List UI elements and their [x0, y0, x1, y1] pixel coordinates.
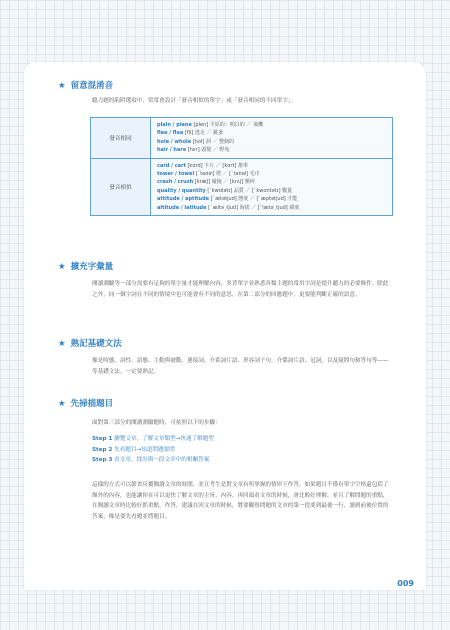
- star-icon: ★: [58, 339, 66, 349]
- step-list: [92, 434, 392, 466]
- star-icon: ★: [58, 399, 66, 409]
- word-row: plain / plane [plen] 平原的；明白的 ／ 飛機: [157, 122, 263, 128]
- table-category: 發音相似: [91, 158, 151, 215]
- homophone-table: [90, 117, 393, 216]
- section-heading: ★ 熟記基礎文法: [58, 339, 122, 349]
- table-examples: [151, 158, 393, 215]
- step-item: Step 3 看文章，找出與一段文章中的相關答案: [92, 457, 210, 463]
- table-category: 發音相同: [91, 118, 151, 159]
- word-row: attitude / aptitude [ˋætətjud] 態度 ／ [ˋæptətjud] 才能: [157, 196, 298, 203]
- word-row: quality / quantity [ˋkwɑlətɪ] 品質 ／ [ˋkwɑntətɪ] 數量: [157, 187, 293, 194]
- star-icon: ★: [58, 262, 66, 272]
- word-row: card / cart [kɑrd] 卡片 ／ [kɑrt] 推車: [157, 162, 248, 169]
- section-heading: ★ 先掃描題目: [58, 399, 114, 409]
- word-row: hair / hare [hɛr] 頭髮 ／ 野兔: [157, 147, 230, 154]
- section-text: 面對第三部分的閱讀測驗題時，可依照以下的步驟：: [92, 420, 221, 426]
- word-row: altitude / latitude [ˋæltəˏtjud] 海拔 ／ [ˋlætəˏtjud] 緯度: [157, 204, 300, 211]
- word-row: crash / crush [kræʃ] 碰撞 ／ [krʌʃ] 壓碎: [157, 179, 256, 186]
- word-row: flee / flea [fli] 逃走 ／ 跳蚤: [157, 130, 224, 137]
- section-heading: ★ 留意混淆音: [58, 81, 114, 91]
- section-text: 聽力題的陷阱選項中，常常會設計「發音相似的單字」或「發音相同的不同單字」。: [92, 98, 297, 104]
- step-item: Step 1 瀏覽文章，了解文章類型→快速了解題型: [92, 436, 214, 442]
- table-examples: [151, 118, 393, 159]
- page-number: 009: [397, 579, 414, 588]
- section-text: 這樣的方式可以節省反覆閱讀文章的時間，並且考生是對文章有所掌握的情形下作答。如果題目不僅有單字空格還包括了額外的內容，也能讓你在可以更快了解文章的主旨、內容。再回頭看文章的時候，會比較好理解，並且了解問題的重點，在閱讀文章時比較好抓重點，作答，建議在回文章的時候，將要觀察問題的文章的第一段要到最後一行，讀到前後位置的答案，像是要先看題並將題目。: [92, 482, 389, 520]
- section-text: 像是時態、詞性、語態、主動與被動、連接詞、介系詞片語、形容詞子句、介係詞片語、冠詞，以及疑問句和答句等——等基礎文法，一定要熟記。: [92, 358, 389, 375]
- star-icon: ★: [58, 81, 66, 91]
- word-row: hole / whole [hol] 洞 ／ 整個的: [157, 138, 235, 145]
- word-row: tower / towel [ˋtaʊɚ] 塔 ／ [ˋtaʊəl] 毛巾: [157, 171, 260, 178]
- section-heading: ★ 擴充字彙量: [58, 262, 114, 272]
- step-item: Step 2 先看題目→知道問題要問: [92, 446, 175, 453]
- section-text: 閱讀測驗等一部分需要有足夠的單字量才能理解內容，多背單字並熟悉各類主題的常用字詞是提升聽力的必要條件。除此之外，同一個字詞在不同的情境中也可能會有不同的意思，在第二部分的回應題中，更要能判斷正確的語意。: [92, 281, 389, 298]
